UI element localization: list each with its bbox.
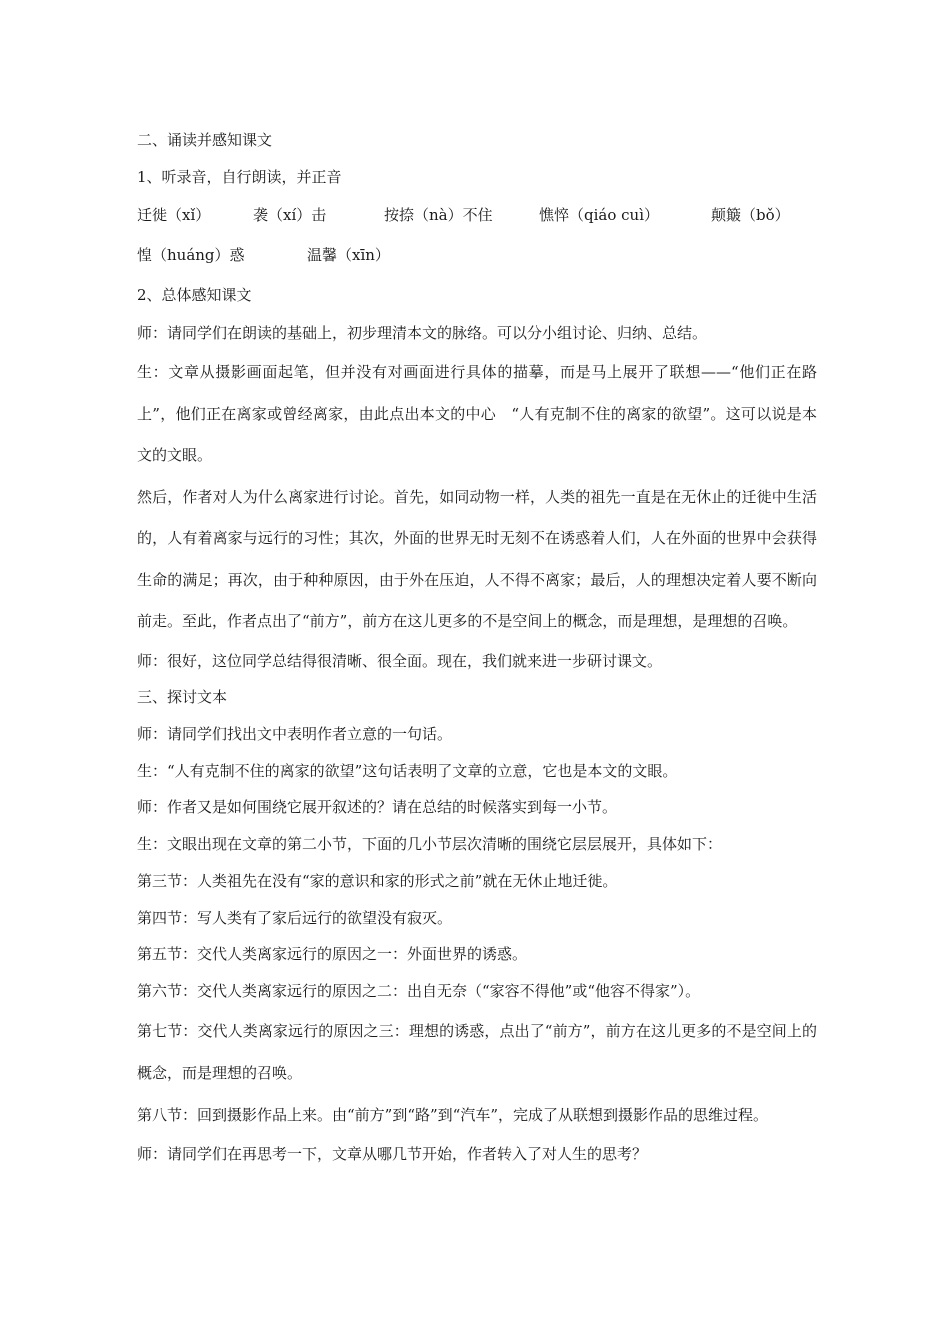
student-line: 生：文眼出现在文章的第二小节，下面的几小节层次清晰的围绕它层层展开，具体如下： (137, 835, 723, 854)
section-note-4: 第四节：写人类有了家后远行的欲望没有寂灭。 (137, 908, 453, 927)
section-note-7: 第七节：交代人类离家远行的原因之三：理想的诱惑，点出了“前方”，前方在这儿更多的不是空间上的概念，而是理想的召唤。 (137, 1021, 817, 1082)
teacher-line: 师：请同学们找出文中表明作者立意的一句话。 (137, 725, 453, 744)
subsection-listen-heading: 1、听录音，自行朗读，并正音 (137, 167, 342, 186)
section-two-heading: 二、诵读并感知课文 (137, 131, 273, 149)
vocab-item: 憔悴（qiáo cuì） (539, 206, 660, 225)
teacher-line: 师：作者又是如何围绕它展开叙述的？请在总结的时候落实到每一小节。 (137, 798, 618, 817)
section-note-8: 第八节：回到摄影作品上来。由“前方”到“路”到“汽车”，完成了从联想到摄影作品的思维过程。 (137, 1105, 769, 1124)
vocab-item: 按捺（nà）不住 (384, 206, 493, 225)
subsection-overview-heading: 2、总体感知课文 (137, 286, 252, 305)
vocab-row-1 (137, 195, 817, 235)
teacher-line: 师：请同学们在再思考一下，文章从哪几节开始，作者转入了对人生的思考？ (137, 1144, 648, 1163)
document-body (137, 122, 817, 1172)
section-note-3: 第三节：人类祖先在没有“家的意识和家的形式之前”就在无休止地迁徙。 (137, 871, 618, 890)
teacher-line: 师：很好，这位同学总结得很清晰、很全面。现在，我们就来进一步研讨课文。 (137, 651, 663, 670)
section-note-5: 第五节：交代人类离家远行的原因之一：外面世界的诱惑。 (137, 945, 528, 964)
vocab-item: 袭（xí）击 (253, 206, 327, 225)
student-answer-paragraph: 生：文章从摄影画面起笔，但并没有对画面进行具体的描摹，而是马上展开了联想——“他们正在路上”，他们正在离家或曾经离家，由此点出本文的中心 “人有克制不住的离家的欲望”。这可以说是本文的文眼。 (137, 363, 817, 465)
section-three-heading: 三、探讨文本 (137, 688, 228, 707)
vocab-item: 颠簸（bǒ） (711, 206, 790, 225)
vocab-item: 惶（huáng）惑 (137, 246, 245, 265)
student-line: 生：“人有克制不住的离家的欲望”这句话表明了文章的立意，它也是本文的文眼。 (137, 761, 678, 780)
analysis-paragraph: 然后，作者对人为什么离家进行讨论。首先，如同动物一样，人类的祖先一直是在无休止的迁徙中生活的，人有着离家与远行的习性；其次，外面的世界无时无刻不在诱惑着人们，人在外面的世界中会获得生命的满足；再次，由于种种原因，由于外在压迫，人不得不离家；最后，人的理想决定着人要不断向前走。至此，作者点出了“前方”，前方在这儿更多的不是空间上的概念，而是理想，是理想的召唤。 (137, 487, 817, 631)
vocab-row-2 (137, 235, 817, 275)
teacher-line: 师：请同学们在朗读的基础上，初步理清本文的脉络。可以分小组讨论、归纳、总结。 (137, 324, 708, 343)
section-note-6: 第六节：交代人类离家远行的原因之二：出自无奈（“家容不得他”或“他容不得家”）。 (137, 981, 701, 1000)
vocab-item: 温馨（xīn） (307, 246, 390, 265)
vocab-item: 迁徙（xǐ） (137, 206, 211, 225)
